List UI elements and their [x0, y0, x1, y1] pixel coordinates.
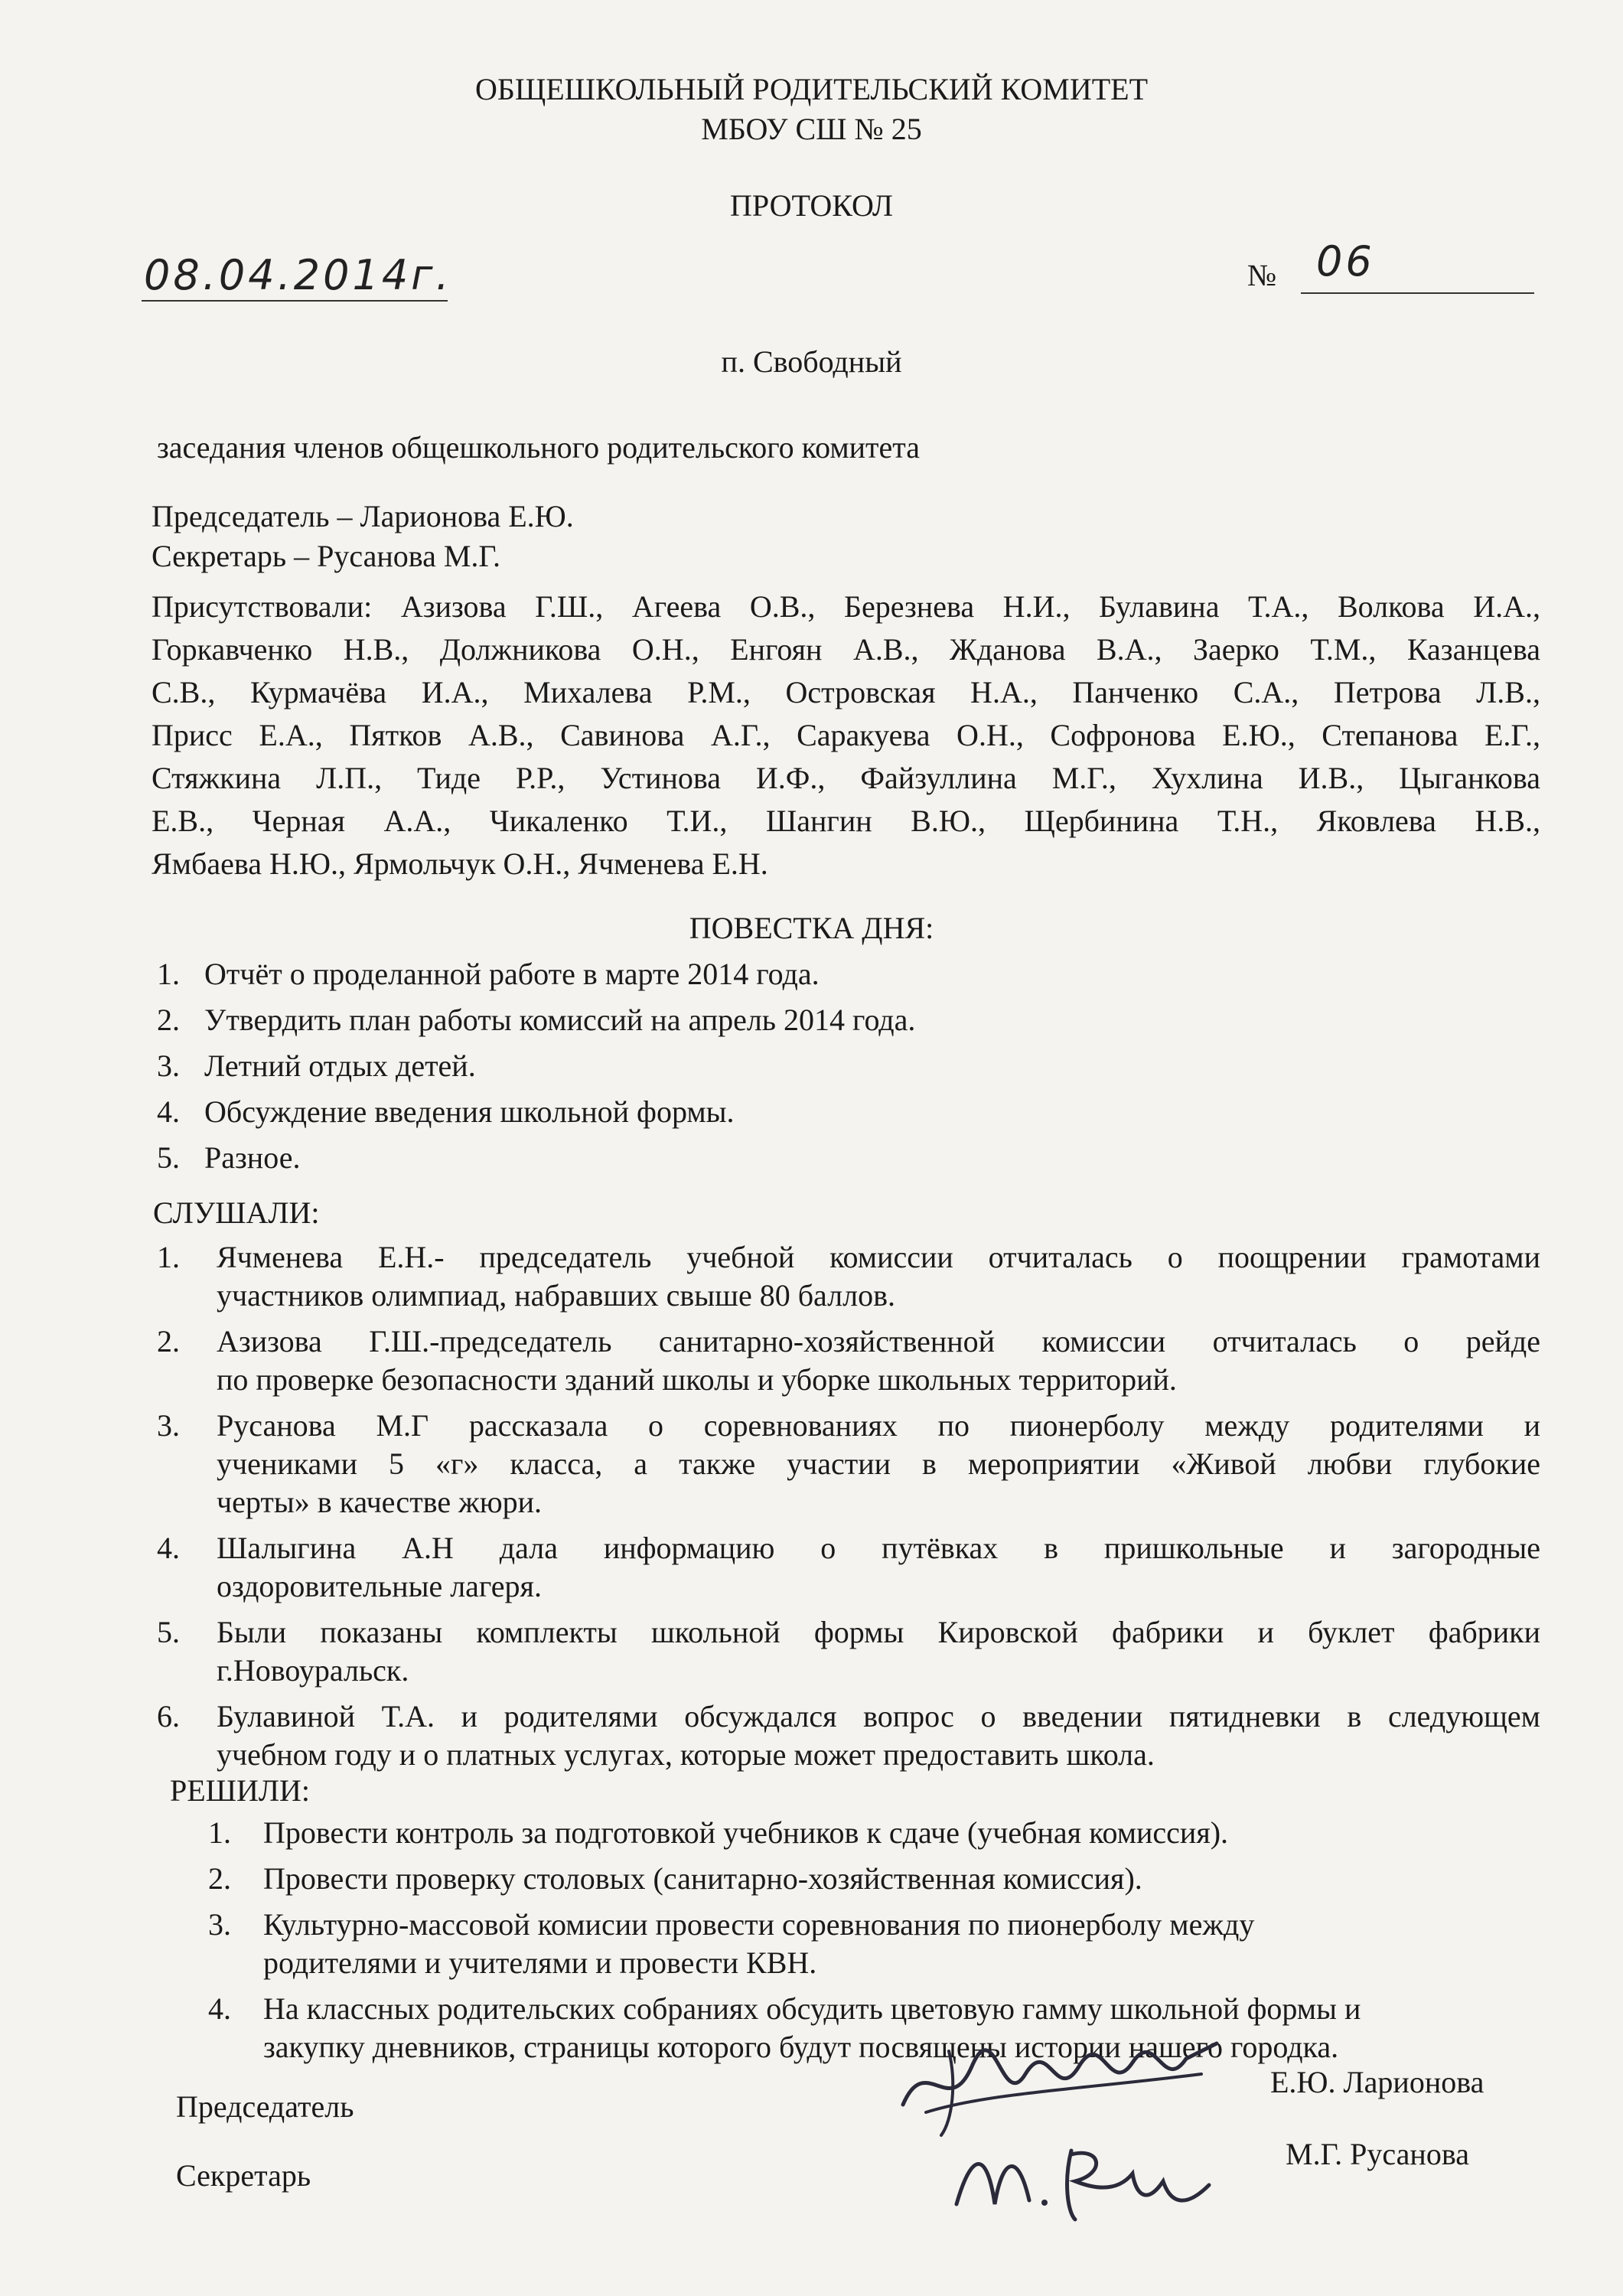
agenda-item: 1. Отчёт о проделанной работе в марте 2014 года.: [157, 957, 820, 991]
decided-item: 1. Провести контроль за подготовкой учебников к сдаче (учебная комиссия).: [208, 1815, 1229, 1850]
heard-item: 6. Булавиной Т.А. и родителями обсуждался вопрос о введении пятидневки в следующем учебном году и о платных услугах, которые может предоставить школа.: [157, 1699, 1540, 1772]
agenda-item: 3. Летний отдых детей.: [157, 1049, 476, 1083]
heard-item: 5. Были показаны комплекты школьной формы Кировской фабрики и буклет фабрики г.Новоуральск.: [157, 1615, 1540, 1688]
present-line: Присс Е.А., Пятков А.В., Савинова А.Г., Саракуева О.Н., Софронова Е.Ю., Степанова Е.Г.,: [152, 718, 1540, 752]
subject-line: заседания членов общешкольного родительского комитета: [157, 430, 920, 465]
secretary-name: М.Г. Русанова: [1286, 2137, 1469, 2171]
heard-item: 3. Русанова М.Г рассказала о соревнованиях по пионерболу между родителями и учениками 5 «г» класса, а также участии в мероприятии «Живой любви глубокие черты» в качестве жюри.: [157, 1408, 1540, 1519]
heard-title: СЛУШАЛИ:: [153, 1195, 320, 1230]
agenda-item: 4. Обсуждение введения школьной формы.: [157, 1094, 735, 1129]
agenda-item: 5. Разное.: [157, 1140, 301, 1175]
protocol-number: 06: [1316, 237, 1375, 285]
number-label: №: [1247, 258, 1277, 292]
present-line: Стяжкина Л.П., Тиде Р.Р., Устинова И.Ф., Файзуллина М.Г., Хухлина И.В., Цыганкова: [152, 761, 1540, 795]
present-line: Е.В., Черная А.А., Чикаленко Т.И., Шангин В.Ю., Щербинина Т.Н., Яковлева Н.В.,: [152, 804, 1540, 838]
protocol-date: 08.04.2014г.: [144, 251, 452, 299]
chair-name: Е.Ю. Ларионова: [1270, 2065, 1484, 2099]
present-line: Горкавченко Н.В., Должникова О.Н., Енгоян А.В., Жданова В.А., Заерко Т.М., Казанцева: [152, 632, 1540, 667]
doc-type: ПРОТОКОЛ: [729, 188, 893, 223]
org-title-line2: МБОУ СШ № 25: [701, 112, 922, 146]
agenda-item: 2. Утвердить план работы комиссий на апрель 2014 года.: [157, 1003, 916, 1037]
heard-list: [157, 1238, 1540, 1774]
place: п. Свободный: [721, 344, 902, 379]
secretary-signature-icon: [941, 2120, 1232, 2235]
decided-list: [208, 1814, 1540, 2066]
number-underline: [1301, 292, 1534, 294]
present-list: [152, 588, 1540, 888]
chair-role: Председатель: [176, 2089, 354, 2124]
decided-item: 3. Культурно-массовой комисии провести соревнования по пионерболу между родителями и учителями и провести КВН.: [208, 1907, 1255, 1980]
agenda-list: [157, 955, 1534, 1185]
present-line: Ямбаева Н.Ю., Ярмольчук О.Н., Ячменева Е.Н.: [152, 846, 768, 881]
decided-item: 2. Провести проверку столовых (санитарно-хозяйственная комиссия).: [208, 1861, 1142, 1896]
present-line: Присутствовали: Азизова Г.Ш., Агеева О.В., Березнева Н.И., Булавина Т.А., Волкова И.А.,: [152, 589, 1540, 624]
decided-item: 4. На классных родительских собраниях обсудить цветовую гамму школьной формы и закупку дневников, страницы которого будут посвящены истории нашего городка.: [208, 1991, 1361, 2064]
heard-item: 1. Ячменева Е.Н.- председатель учебной комиссии отчиталась о поощрении грамотами участников олимпиад, набравших свыше 80 баллов.: [157, 1240, 1540, 1313]
agenda-title: ПОВЕСТКА ДНЯ:: [689, 911, 934, 945]
secretary-line: Секретарь – Русанова М.Г.: [152, 539, 501, 573]
chair-line: Председатель – Ларионова Е.Ю.: [152, 499, 574, 533]
heard-item: 2. Азизова Г.Ш.-председатель санитарно-хозяйственной комиссии отчиталась о рейде по проверке безопасности зданий школы и уборке школьных территорий.: [157, 1324, 1540, 1397]
present-line: С.В., Курмачёва И.А., Михалева Р.М., Островская Н.А., Панченко С.А., Петрова Л.В.,: [152, 675, 1540, 709]
secretary-role: Секретарь: [176, 2158, 311, 2193]
date-underline: [142, 300, 448, 302]
org-title-line1: ОБЩЕШКОЛЬНЫЙ РОДИТЕЛЬСКИЙ КОМИТЕТ: [474, 72, 1149, 106]
heard-item: 4. Шалыгина А.Н дала информацию о путёвках в пришкольные и загородные оздоровительные лагеря.: [157, 1531, 1540, 1603]
decided-title: РЕШИЛИ:: [170, 1773, 311, 1808]
